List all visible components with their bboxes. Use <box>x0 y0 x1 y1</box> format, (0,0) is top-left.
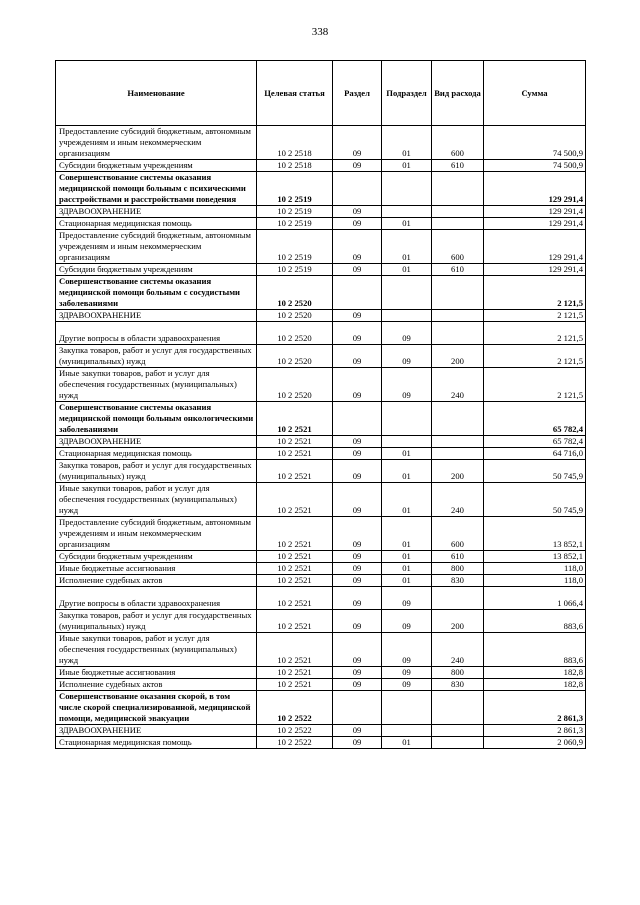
cell-subsection: 01 <box>382 575 432 587</box>
header-name: Наименование <box>56 61 257 126</box>
cell-subsection <box>382 206 432 218</box>
cell-name: Субсидии бюджетным учреждениям <box>56 264 257 276</box>
cell-section: 09 <box>333 563 382 575</box>
table-body <box>56 126 586 749</box>
cell-section: 09 <box>333 517 382 551</box>
cell-code: 10 2 2521 <box>257 633 333 667</box>
table-row <box>56 575 586 587</box>
cell-code: 10 2 2519 <box>257 264 333 276</box>
table-row <box>56 679 586 691</box>
cell-name: Другие вопросы в области здравоохранения <box>56 587 257 610</box>
cell-name: Совершенствование системы оказания медицинской помощи больным с психическими расстройствами и расстройствами поведения <box>56 172 257 206</box>
cell-expense-type: 610 <box>432 551 484 563</box>
table-row <box>56 160 586 172</box>
table-row <box>56 610 586 633</box>
cell-code: 10 2 2521 <box>257 610 333 633</box>
cell-sum: 129 291,4 <box>484 206 586 218</box>
cell-code: 10 2 2521 <box>257 460 333 483</box>
cell-expense-type: 240 <box>432 633 484 667</box>
cell-code: 10 2 2521 <box>257 587 333 610</box>
table-row <box>56 517 586 551</box>
table-row <box>56 310 586 322</box>
table-row <box>56 436 586 448</box>
cell-expense-type: 200 <box>432 345 484 368</box>
cell-section <box>333 276 382 310</box>
cell-sum: 1 066,4 <box>484 587 586 610</box>
cell-expense-type <box>432 448 484 460</box>
cell-code: 10 2 2522 <box>257 691 333 725</box>
table-row <box>56 276 586 310</box>
cell-subsection: 01 <box>382 218 432 230</box>
cell-expense-type <box>432 691 484 725</box>
cell-subsection: 09 <box>382 368 432 402</box>
cell-section: 09 <box>333 322 382 345</box>
cell-subsection: 09 <box>382 679 432 691</box>
cell-sum: 883,6 <box>484 633 586 667</box>
cell-section: 09 <box>333 206 382 218</box>
cell-name: Иные закупки товаров, работ и услуг для обеспечения государственных (муниципальных) нужд <box>56 368 257 402</box>
cell-name: Закупка товаров, работ и услуг для государственных (муниципальных) нужд <box>56 610 257 633</box>
cell-subsection: 09 <box>382 667 432 679</box>
cell-sum: 118,0 <box>484 563 586 575</box>
cell-name: Иные бюджетные ассигнования <box>56 667 257 679</box>
cell-section: 09 <box>333 633 382 667</box>
table-row <box>56 737 586 749</box>
table-row <box>56 587 586 610</box>
cell-name: ЗДРАВООХРАНЕНИЕ <box>56 436 257 448</box>
cell-expense-type: 830 <box>432 575 484 587</box>
cell-name: Иные бюджетные ассигнования <box>56 563 257 575</box>
table-row <box>56 218 586 230</box>
table-row <box>56 483 586 517</box>
cell-expense-type <box>432 402 484 436</box>
cell-name: ЗДРАВООХРАНЕНИЕ <box>56 310 257 322</box>
cell-sum: 64 716,0 <box>484 448 586 460</box>
cell-subsection: 01 <box>382 517 432 551</box>
cell-subsection <box>382 725 432 737</box>
table-row <box>56 551 586 563</box>
cell-sum: 182,8 <box>484 667 586 679</box>
cell-name: Стационарная медицинская помощь <box>56 218 257 230</box>
cell-expense-type <box>432 737 484 749</box>
cell-subsection: 01 <box>382 737 432 749</box>
cell-section <box>333 691 382 725</box>
cell-sum: 65 782,4 <box>484 402 586 436</box>
cell-subsection: 01 <box>382 551 432 563</box>
cell-code: 10 2 2520 <box>257 345 333 368</box>
cell-expense-type <box>432 310 484 322</box>
cell-subsection <box>382 436 432 448</box>
cell-name: ЗДРАВООХРАНЕНИЕ <box>56 206 257 218</box>
cell-name: ЗДРАВООХРАНЕНИЕ <box>56 725 257 737</box>
budget-table <box>55 60 586 749</box>
cell-expense-type <box>432 206 484 218</box>
table-row <box>56 667 586 679</box>
cell-expense-type <box>432 725 484 737</box>
cell-name: Закупка товаров, работ и услуг для государственных (муниципальных) нужд <box>56 345 257 368</box>
cell-section: 09 <box>333 587 382 610</box>
cell-subsection <box>382 310 432 322</box>
cell-expense-type: 610 <box>432 160 484 172</box>
cell-name: Иные закупки товаров, работ и услуг для обеспечения государственных (муниципальных) нужд <box>56 633 257 667</box>
header-expense-type: Вид расхода <box>432 61 484 126</box>
cell-expense-type: 200 <box>432 460 484 483</box>
cell-subsection: 01 <box>382 563 432 575</box>
cell-subsection: 01 <box>382 264 432 276</box>
cell-subsection: 09 <box>382 345 432 368</box>
cell-sum: 2 861,3 <box>484 725 586 737</box>
cell-name: Субсидии бюджетным учреждениям <box>56 160 257 172</box>
cell-code: 10 2 2519 <box>257 230 333 264</box>
cell-sum: 2 121,5 <box>484 310 586 322</box>
cell-subsection: 09 <box>382 587 432 610</box>
cell-code: 10 2 2519 <box>257 206 333 218</box>
cell-section: 09 <box>333 448 382 460</box>
cell-expense-type <box>432 276 484 310</box>
cell-code: 10 2 2521 <box>257 667 333 679</box>
cell-name: Стационарная медицинская помощь <box>56 737 257 749</box>
table-row <box>56 126 586 160</box>
table-row <box>56 322 586 345</box>
cell-name: Предоставление субсидий бюджетным, автономным учреждениям и иным некоммерческим организациям <box>56 517 257 551</box>
cell-subsection: 01 <box>382 483 432 517</box>
cell-section: 09 <box>333 126 382 160</box>
cell-subsection <box>382 402 432 436</box>
cell-sum: 2 121,5 <box>484 322 586 345</box>
cell-sum: 2 121,5 <box>484 345 586 368</box>
cell-code: 10 2 2521 <box>257 575 333 587</box>
cell-name: Совершенствование системы оказания медицинской помощи больным с сосудистыми заболеваниями <box>56 276 257 310</box>
cell-expense-type <box>432 587 484 610</box>
cell-section: 09 <box>333 460 382 483</box>
cell-code: 10 2 2521 <box>257 563 333 575</box>
cell-name: Субсидии бюджетным учреждениям <box>56 551 257 563</box>
cell-section: 09 <box>333 436 382 448</box>
cell-subsection: 01 <box>382 448 432 460</box>
cell-code: 10 2 2521 <box>257 436 333 448</box>
cell-code: 10 2 2521 <box>257 483 333 517</box>
cell-expense-type: 830 <box>432 679 484 691</box>
cell-subsection: 09 <box>382 322 432 345</box>
table-row <box>56 230 586 264</box>
table-row <box>56 563 586 575</box>
cell-name: Предоставление субсидий бюджетным, автономным учреждениям и иным некоммерческим организациям <box>56 230 257 264</box>
cell-expense-type <box>432 218 484 230</box>
cell-sum: 13 852,1 <box>484 551 586 563</box>
cell-section: 09 <box>333 160 382 172</box>
cell-sum: 118,0 <box>484 575 586 587</box>
cell-subsection: 01 <box>382 160 432 172</box>
cell-sum: 50 745,9 <box>484 483 586 517</box>
cell-name: Исполнение судебных актов <box>56 679 257 691</box>
cell-name: Предоставление субсидий бюджетным, автономным учреждениям и иным некоммерческим организациям <box>56 126 257 160</box>
cell-expense-type: 800 <box>432 563 484 575</box>
table-row <box>56 448 586 460</box>
header-sum: Сумма <box>484 61 586 126</box>
cell-section <box>333 402 382 436</box>
table-row <box>56 264 586 276</box>
cell-section: 09 <box>333 230 382 264</box>
table-row <box>56 368 586 402</box>
cell-code: 10 2 2520 <box>257 276 333 310</box>
cell-subsection: 01 <box>382 230 432 264</box>
cell-section <box>333 172 382 206</box>
cell-section: 09 <box>333 551 382 563</box>
cell-subsection <box>382 172 432 206</box>
cell-expense-type: 240 <box>432 368 484 402</box>
cell-section: 09 <box>333 667 382 679</box>
cell-code: 10 2 2520 <box>257 310 333 322</box>
cell-code: 10 2 2521 <box>257 448 333 460</box>
cell-expense-type <box>432 436 484 448</box>
cell-subsection: 01 <box>382 126 432 160</box>
table-row <box>56 633 586 667</box>
cell-subsection <box>382 691 432 725</box>
cell-name: Иные закупки товаров, работ и услуг для обеспечения государственных (муниципальных) нужд <box>56 483 257 517</box>
cell-expense-type: 240 <box>432 483 484 517</box>
header-section: Раздел <box>333 61 382 126</box>
table-row <box>56 172 586 206</box>
cell-expense-type: 600 <box>432 230 484 264</box>
cell-section: 09 <box>333 368 382 402</box>
cell-code: 10 2 2520 <box>257 368 333 402</box>
cell-code: 10 2 2519 <box>257 172 333 206</box>
cell-name: Другие вопросы в области здравоохранения <box>56 322 257 345</box>
cell-name: Стационарная медицинская помощь <box>56 448 257 460</box>
cell-section: 09 <box>333 345 382 368</box>
cell-sum: 50 745,9 <box>484 460 586 483</box>
table-row <box>56 206 586 218</box>
cell-sum: 2 121,5 <box>484 368 586 402</box>
cell-code: 10 2 2521 <box>257 551 333 563</box>
cell-code: 10 2 2518 <box>257 160 333 172</box>
cell-expense-type: 610 <box>432 264 484 276</box>
cell-section: 09 <box>333 737 382 749</box>
cell-expense-type <box>432 172 484 206</box>
table-row <box>56 725 586 737</box>
cell-section: 09 <box>333 679 382 691</box>
cell-section: 09 <box>333 725 382 737</box>
table-row <box>56 402 586 436</box>
cell-sum: 74 500,9 <box>484 126 586 160</box>
cell-section: 09 <box>333 483 382 517</box>
header-code: Целевая статья <box>257 61 333 126</box>
cell-subsection: 09 <box>382 633 432 667</box>
cell-section: 09 <box>333 264 382 276</box>
cell-section: 09 <box>333 610 382 633</box>
cell-sum: 129 291,4 <box>484 218 586 230</box>
cell-section: 09 <box>333 575 382 587</box>
cell-code: 10 2 2520 <box>257 322 333 345</box>
cell-code: 10 2 2522 <box>257 737 333 749</box>
cell-name: Закупка товаров, работ и услуг для государственных (муниципальных) нужд <box>56 460 257 483</box>
cell-code: 10 2 2521 <box>257 679 333 691</box>
table-header-row <box>56 61 586 126</box>
table-row <box>56 460 586 483</box>
cell-sum: 182,8 <box>484 679 586 691</box>
table-row <box>56 691 586 725</box>
cell-section: 09 <box>333 310 382 322</box>
cell-sum: 65 782,4 <box>484 436 586 448</box>
cell-expense-type <box>432 322 484 345</box>
cell-sum: 74 500,9 <box>484 160 586 172</box>
header-subsection: Подраздел <box>382 61 432 126</box>
cell-code: 10 2 2521 <box>257 517 333 551</box>
cell-sum: 883,6 <box>484 610 586 633</box>
table-row <box>56 345 586 368</box>
cell-expense-type: 200 <box>432 610 484 633</box>
cell-sum: 129 291,4 <box>484 172 586 206</box>
cell-code: 10 2 2518 <box>257 126 333 160</box>
cell-sum: 2 861,3 <box>484 691 586 725</box>
cell-subsection: 09 <box>382 610 432 633</box>
cell-section: 09 <box>333 218 382 230</box>
cell-sum: 129 291,4 <box>484 264 586 276</box>
cell-subsection: 01 <box>382 460 432 483</box>
cell-subsection <box>382 276 432 310</box>
cell-expense-type: 800 <box>432 667 484 679</box>
cell-code: 10 2 2521 <box>257 402 333 436</box>
cell-name: Совершенствование оказания скорой, в том числе скорой специализированной, медицинской помощи, медицинской эвакуации <box>56 691 257 725</box>
cell-expense-type: 600 <box>432 517 484 551</box>
cell-code: 10 2 2522 <box>257 725 333 737</box>
cell-sum: 129 291,4 <box>484 230 586 264</box>
cell-code: 10 2 2519 <box>257 218 333 230</box>
page-number: 338 <box>311 26 329 38</box>
cell-sum: 13 852,1 <box>484 517 586 551</box>
cell-name: Исполнение судебных актов <box>56 575 257 587</box>
cell-sum: 2 060,9 <box>484 737 586 749</box>
cell-expense-type: 600 <box>432 126 484 160</box>
cell-name: Совершенствование системы оказания медицинской помощи больным онкологическими заболеваниями <box>56 402 257 436</box>
cell-sum: 2 121,5 <box>484 276 586 310</box>
